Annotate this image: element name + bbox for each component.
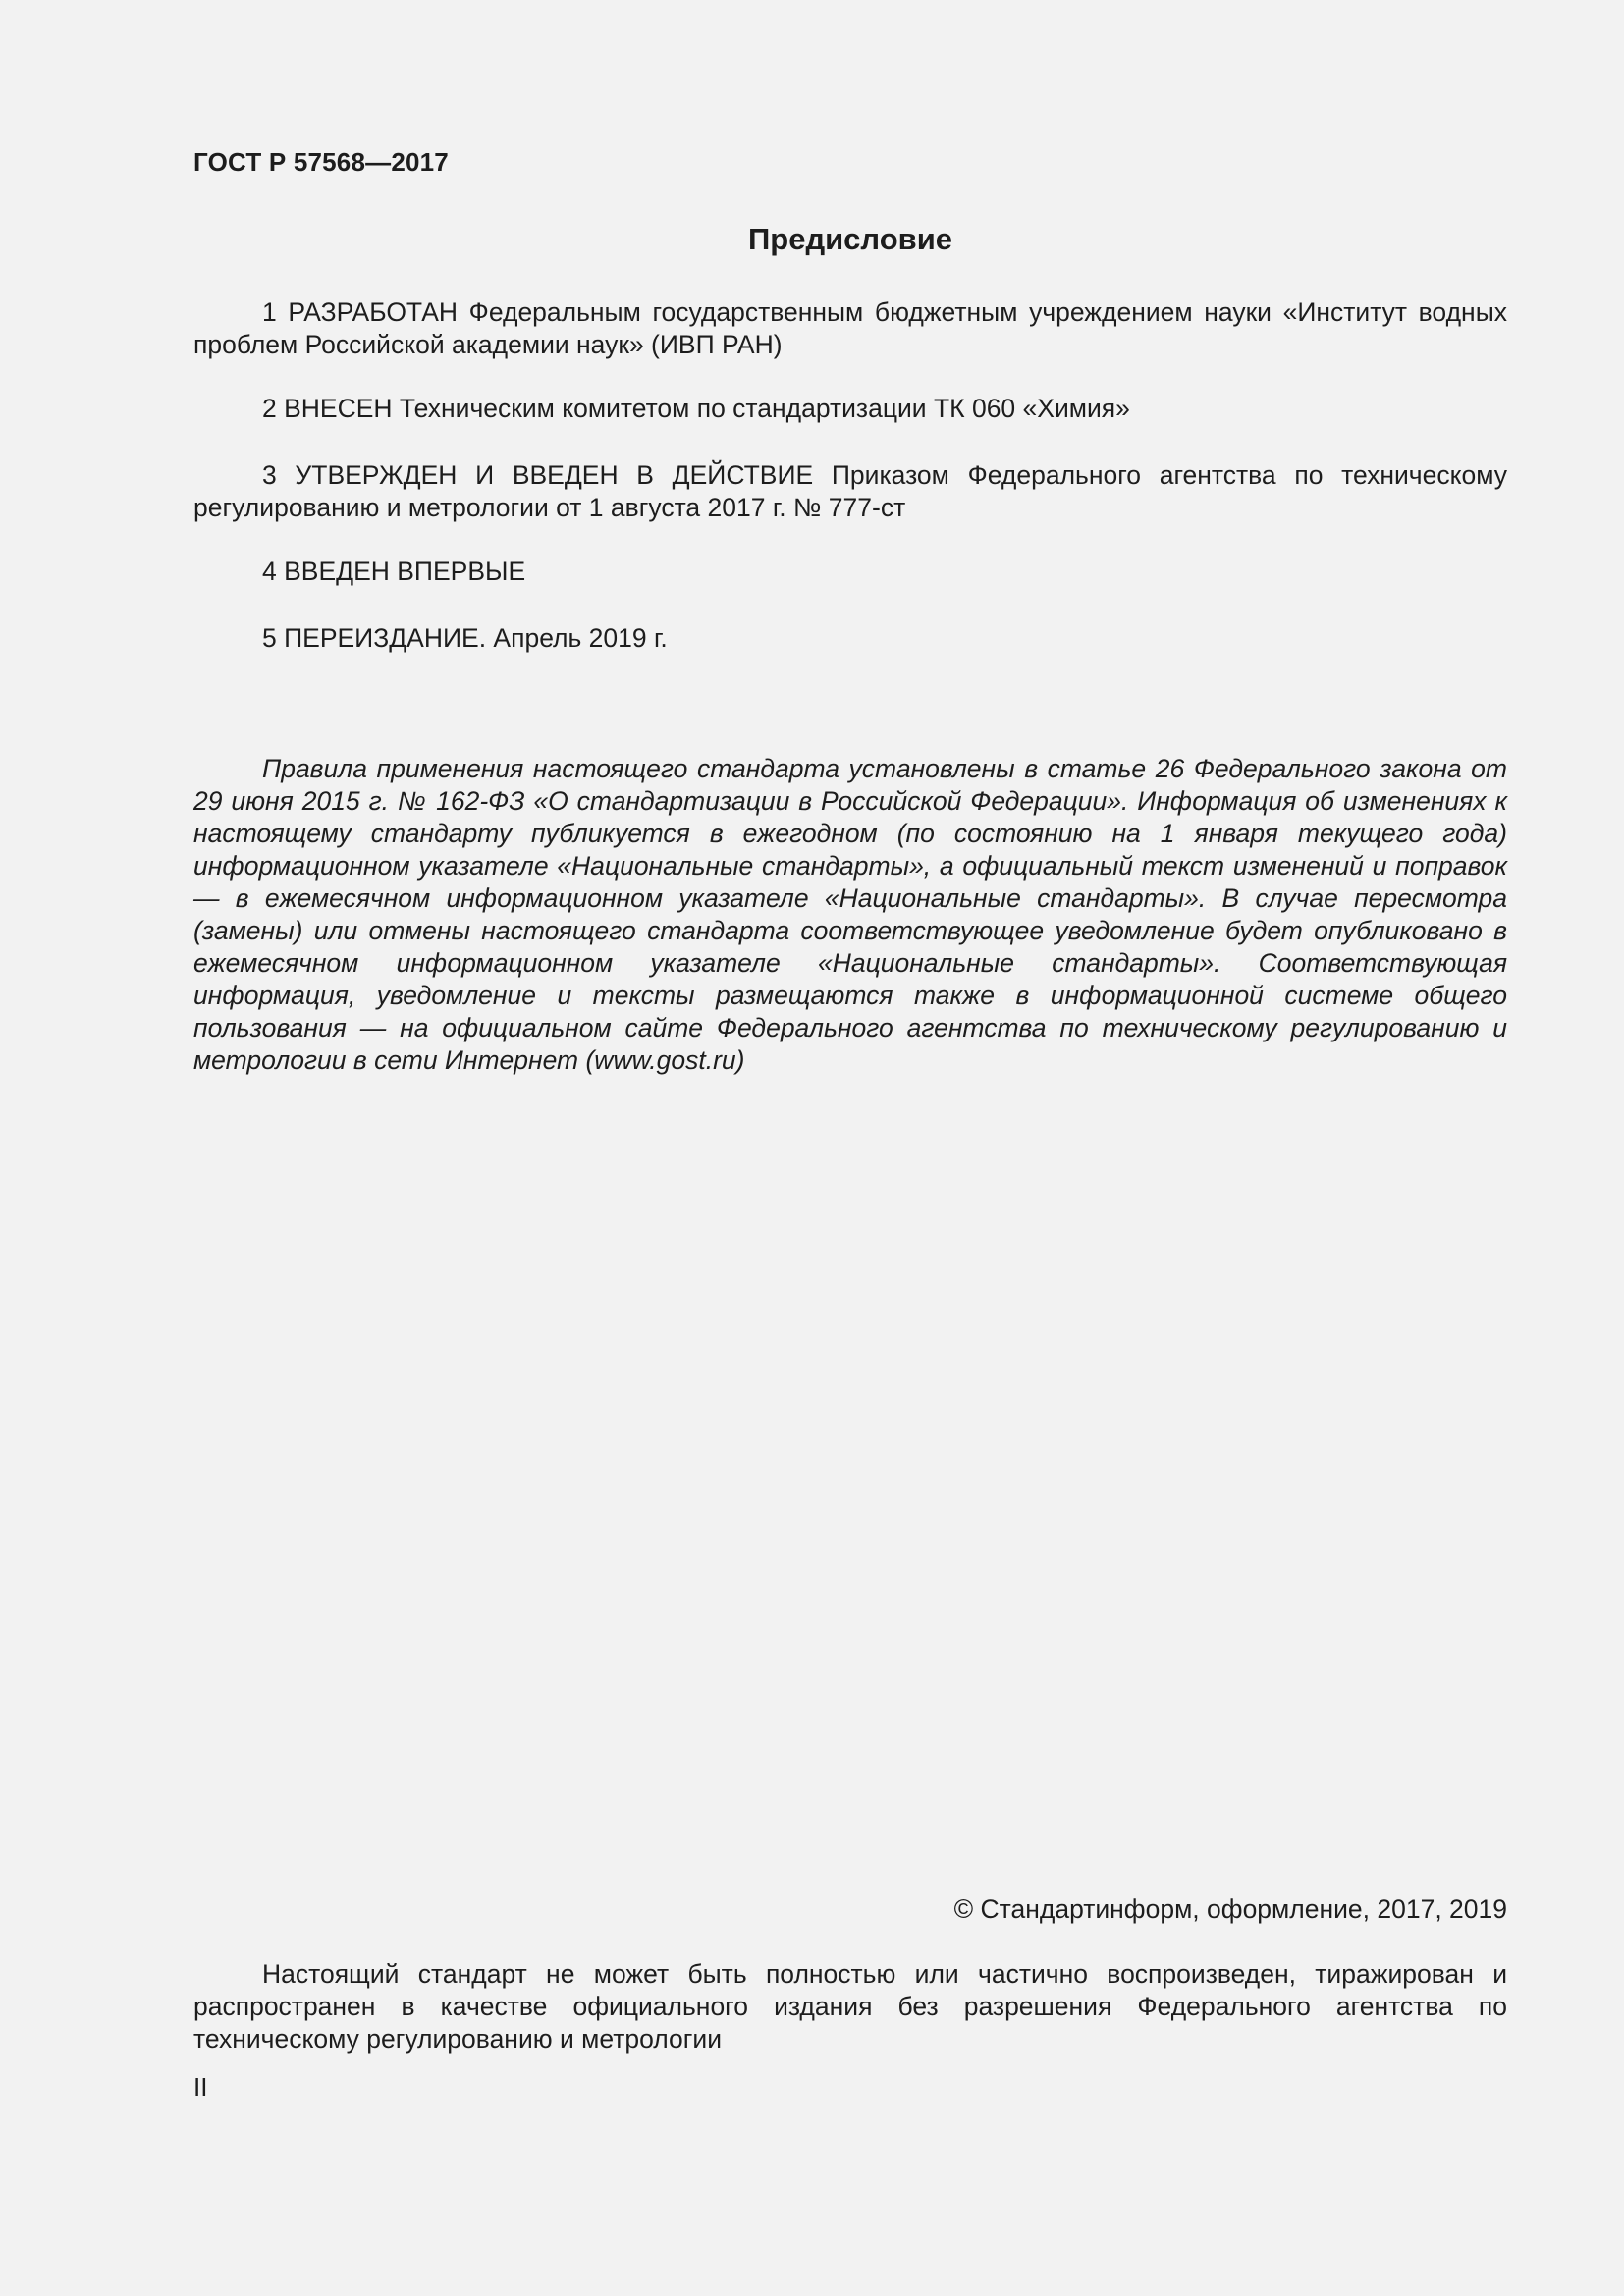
preface-item-text: 4 ВВЕДЕН ВПЕРВЫЕ [262, 557, 526, 586]
page-title: Предисловие [747, 222, 952, 256]
reproduction-notice [193, 1958, 1507, 2056]
reproduction-notice-text: Настоящий стандарт не может быть полностью или частично воспроизведен, тиражирован и распространен в качестве официального издания без разрешения Федерального агентства по техническому регулированию и метрологии [193, 1959, 1507, 2054]
preface-item-introduced [193, 393, 1507, 425]
preface-item-text: 1 РАЗРАБОТАН Федеральным государственным бюджетным учреждением науки «Институт водных проблем Российской академии наук» (ИВП РАН) [193, 297, 1507, 359]
copyright-line: © Стандартинформ, оформление, 2017, 2019 [953, 1895, 1507, 1924]
preface-item-text: 2 ВНЕСЕН Техническим комитетом по стандартизации ТК 060 «Химия» [262, 394, 1130, 423]
preface-item-first-introduced [193, 556, 1507, 588]
preface-item-text: 3 УТВЕРЖДЕН И ВВЕДЕН В ДЕЙСТВИЕ Приказом Федерального агентства по техническому регулированию и метрологии от 1 августа 2017 г. № 777-ст [193, 460, 1507, 522]
document-code: ГОСТ Р 57568—2017 [193, 147, 449, 177]
preface-item-text: 5 ПЕРЕИЗДАНИЕ. Апрель 2019 г. [262, 623, 668, 653]
application-rules-paragraph [193, 753, 1507, 1077]
preface-item-approved [193, 459, 1507, 524]
preface-item-reissue [193, 622, 1507, 655]
page-number: II [193, 2072, 208, 2102]
application-rules-text: Правила применения настоящего стандарта установлены в статье 26 Федерального закона от 29 июня 2015 г. № 162-ФЗ «О стандартизации в Российской Федерации». Информация об изменениях к настоящему стандарту публикуется в ежегодном (по состоянию на 1 января текущего года) информационном указателе «Национальные стандарты», а официальный текст изменений и поправок — в ежемесячном информационном указателе «Национальные стандарты». В случае пересмотра (замены) или отмены настоящего стандарта соответствующее уведомление будет опубликовано в ежемесячном информационном указателе «Национальные стандарты». Соответствующая информация, уведомление и тексты размещаются также в информационной системе общего пользования — на официальном сайте Федерального агентства по техническому регулированию и метрологии в сети Интернет (www.gost.ru) [193, 754, 1507, 1075]
preface-item-developed [193, 296, 1507, 361]
